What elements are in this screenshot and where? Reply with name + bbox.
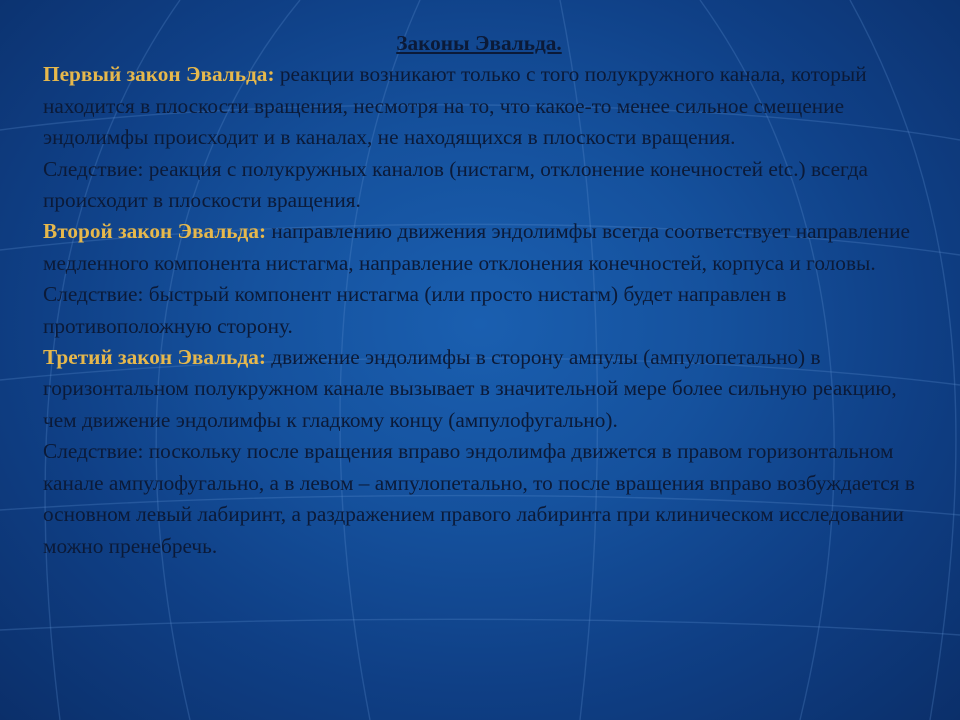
law1-name: Первый закон Эвальда: <box>43 62 275 87</box>
law3-name: Третий закон Эвальда: <box>43 345 266 370</box>
law1-text: реакции возникают только с того полукружного канала, который находится в плоскости вращения, несмотря на то, что какое-то менее сильное смещение эндолимфы происходит и в каналах, не находящихся в плоскости вращения. <box>43 62 867 150</box>
law3-text: движение эндолимфы в сторону ампулы (ампулопетально) в горизонтальном полукружном канале вызывает в значительной мере более сильную реакцию, чем движение эндолимфы к гладкому концу (ампулофугально). <box>43 345 897 432</box>
law3-paragraph <box>43 342 923 436</box>
slide-content <box>43 28 923 562</box>
law1-consequence: Следствие: реакция с полукружных каналов (нистагм, отклонение конечностей etc.) всегда происходит в плоскости вращения. <box>43 156 869 213</box>
law2-paragraph <box>43 216 923 279</box>
law1-paragraph <box>43 59 923 153</box>
slide-title: Законы Эвальда. <box>396 31 562 55</box>
law2-name: Второй закон Эвальда: <box>43 219 267 244</box>
law2-consequence: Следствие: быстрый компонент нистагма (или просто нистагм) будет направлен в противоположную сторону. <box>43 282 787 338</box>
law3-consequence: Следствие: поскольку после вращения вправо эндолимфа движется в правом горизонтальном канале ампулофугально, а в левом – ампулопетально, то после вращения вправо возбуждается в основном левый лабиринт, а раздражением правого лабиринта при клиническом исследовании можно пренебречь. <box>43 439 915 558</box>
law2-text: направлению движения эндолимфы всегда соответствует направление медленного компонента нистагма, направление отклонения конечностей, корпуса и головы. <box>43 219 910 275</box>
